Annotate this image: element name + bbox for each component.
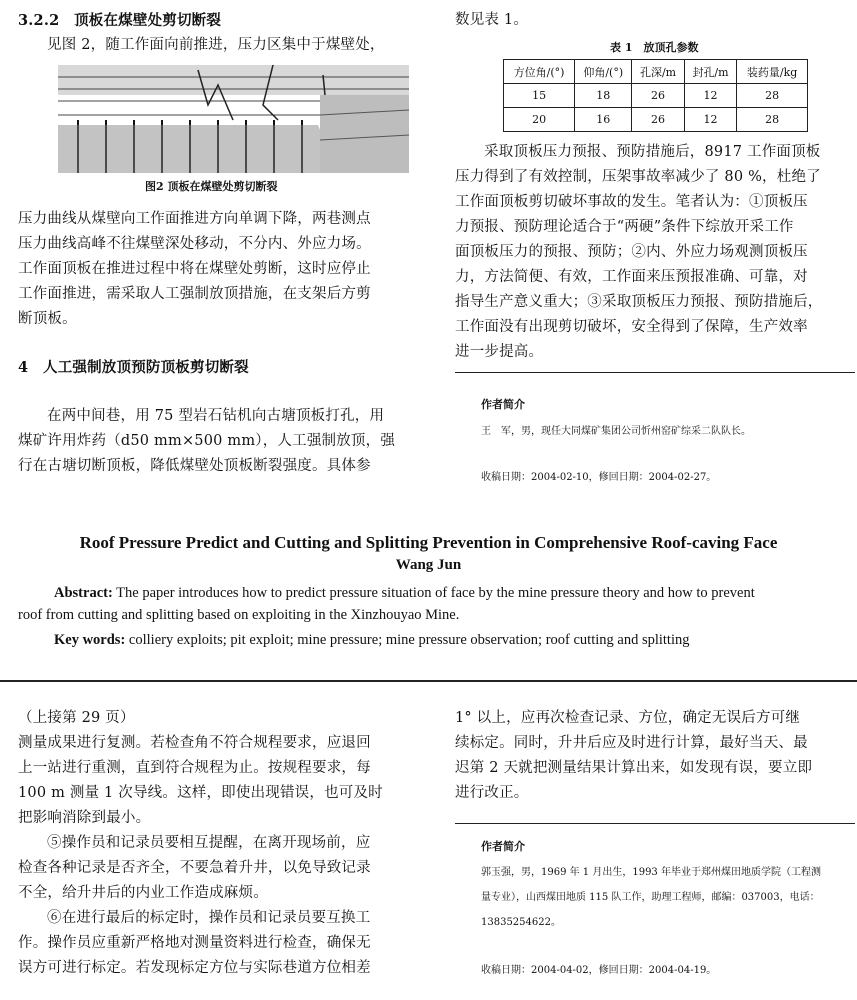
lower-author-bio-line-1: 郭玉强，男，1969 年 1 月出生，1993 年毕业于郑州煤田地质学院（工程测 <box>481 867 821 878</box>
figure-2-caption: 图2 顶板在煤壁处剪切断裂 <box>145 180 278 193</box>
lower-p5-2: 检查各种记录是否齐全，不要急着升井，以免导致记录 <box>18 860 371 876</box>
paragraph-section4-3: 行在古塘切断顶板，降低煤壁处顶板断裂强度。具体参 <box>18 458 371 474</box>
paragraph-pressure-curve-3: 工作面顶板在推进过程中将在煤壁处剪断，这时应停止 <box>18 261 371 277</box>
article-separator <box>0 680 857 682</box>
author-bio: 王 军，男，现任大同煤矿集团公司忻州窑矿综采二队队长。 <box>481 426 751 437</box>
paragraph-result-6: 力，方法简便、有效，工作面来压预报准确、可靠，对 <box>455 269 808 285</box>
lower-left-column <box>18 706 428 981</box>
table-cell: 28 <box>737 108 808 132</box>
lower-p5-1: ⑤操作员和记录员要相互提醒，在离开现场前，应 <box>47 835 371 851</box>
table-cell: 12 <box>684 108 736 132</box>
paragraph-see-table: 数见表 1。 <box>455 12 529 28</box>
received-dates: 收稿日期：2004-02-10，修回日期：2004-02-27。 <box>481 472 717 483</box>
paragraph-pressure-curve-5: 断顶板。 <box>18 311 77 327</box>
lower-right-p1-3: 迟第 2 天就把测量结果计算出来，如发现有误，要立即 <box>455 760 813 776</box>
author-heading: 作者简介 <box>481 398 525 411</box>
lower-author-bio-line-2: 量专业），山西煤田地质 115 队工作，助理工程师，邮编：037003，电话： <box>481 892 820 903</box>
table-cell: 18 <box>575 84 632 108</box>
lower-p1-2: 上一站进行重测，直到符合规程为止。按规程要求，每 <box>18 760 371 776</box>
keywords-text: colliery exploits; pit exploit; mine pressure; mine pressure observation; roof cutting and splitting <box>125 632 690 648</box>
lower-p5-3: 不全，给升井后的内业工作造成麻烦。 <box>18 885 268 901</box>
english-author: Wang Jun <box>395 557 462 573</box>
figure-2-roof-shear <box>58 65 409 173</box>
lower-author-bio <box>481 860 857 935</box>
section-heading-3-2-2: 3.2.2 顶板在煤壁处剪切断裂 <box>18 12 222 29</box>
lower-received-dates: 收稿日期：2004-04-02，修回日期：2004-04-19。 <box>481 965 717 976</box>
paragraph-result-9: 进一步提高。 <box>455 344 544 360</box>
abstract-line-1: The paper introduces how to predict pressure situation of face by the mine pressure theory and how to prevent <box>112 585 755 601</box>
lower-author-divider <box>455 823 855 824</box>
upper-left-section4 <box>18 404 428 479</box>
paragraph-result-8: 工作面没有出现剪切破坏，安全得到了保障，生产效率 <box>455 319 808 335</box>
abstract-line-2: roof from cutting and splitting based on exploiting in the Xinzhouyao Mine. <box>18 607 460 623</box>
paragraph-section4-2: 煤矿许用炸药（d50 mm×500 mm），人工强制放顶，强 <box>18 433 396 449</box>
paragraph-pressure-curve-1: 压力曲线从煤壁向工作面推进方向单调下降，两巷测点 <box>18 211 371 227</box>
table-cell: 16 <box>575 108 632 132</box>
table-header-cell: 仰角/(°) <box>575 60 632 84</box>
lower-right-p1-4: 进行改正。 <box>455 785 529 801</box>
lower-right-column <box>455 706 857 806</box>
lower-author-bio-line-3: 13835254622。 <box>481 917 561 928</box>
upper-left-column-cont <box>18 207 428 332</box>
lower-p1-1: 测量成果进行复测。若检查角不符合规程要求，应退回 <box>18 735 371 751</box>
table-cell: 20 <box>504 108 575 132</box>
continued-note: （上接第 29 页） <box>18 710 135 726</box>
paragraph-see-figure: 见图 2，随工作面向前推进，压力区集中于煤壁处， <box>47 37 385 53</box>
table-1-parameters <box>503 59 808 132</box>
table-header-cell: 封孔/m <box>684 60 736 84</box>
table-cell: 26 <box>632 108 684 132</box>
paragraph-pressure-curve-4: 工作面推进，需采取人工强制放顶措施，在支架后方剪 <box>18 286 371 302</box>
table-row <box>504 84 808 108</box>
lower-p6-2: 作。操作员应重新严格地对测量资料进行检查，确保无 <box>18 935 371 951</box>
table-header-cell: 装药量/kg <box>737 60 808 84</box>
section-heading-4: 4 人工强制放顶预防顶板剪切断裂 <box>18 359 249 376</box>
author-divider <box>455 372 855 373</box>
paragraph-result-3: 工作面顶板剪切破坏事故的发生。笔者认为：①顶板压 <box>455 194 808 210</box>
lower-p6-3: 误方可进行标定。若发现标定方位与实际巷道方位相差 <box>18 960 371 976</box>
paragraph-result-5: 面顶板压力的预报、预防；②内、外应力场观测顶板压 <box>455 244 808 260</box>
lower-author-heading: 作者简介 <box>481 840 525 853</box>
paragraph-pressure-curve-2: 压力曲线高峰不往煤壁深处移动，不分内、外应力场。 <box>18 236 371 252</box>
table-cell: 12 <box>684 84 736 108</box>
keywords-label: Key words: <box>54 632 126 648</box>
table-header-row <box>504 60 808 84</box>
table-1-title: 表 1 放顶孔参数 <box>610 41 699 54</box>
paragraph-result-2: 压力得到了有效控制，压架事故率减少了 80 %，杜绝了 <box>455 169 821 185</box>
lower-p6-1: ⑥在进行最后的标定时，操作员和记录员要互换工 <box>47 910 371 926</box>
table-row <box>504 108 808 132</box>
lower-p1-3: 100 m 测量 1 次导线。这样，即使出现错误，也可及时 <box>18 785 383 801</box>
paragraph-result-1: 采取顶板压力预报、预防措施后，8917 工作面顶板 <box>484 144 821 160</box>
table-cell: 28 <box>737 84 808 108</box>
lower-p1-4: 把影响消除到最小。 <box>18 810 151 826</box>
english-abstract <box>18 582 857 651</box>
paragraph-result-7: 指导生产意义重大；③采取顶板压力预报、预防措施后， <box>455 294 823 310</box>
upper-right-result <box>455 140 857 365</box>
table-cell: 26 <box>632 84 684 108</box>
paragraph-result-4: 力预报、预防理论适合于“两硬”条件下综放开采工作 <box>455 219 794 235</box>
table-header-cell: 孔深/m <box>632 60 684 84</box>
lower-right-p1-1: 1° 以上，应再次检查记录、方位，确定无误后方可继 <box>455 710 801 726</box>
english-title: Roof Pressure Predict and Cutting and Splitting Prevention in Comprehensive Roof-caving Face <box>79 533 778 552</box>
table-cell: 15 <box>504 84 575 108</box>
lower-right-p1-2: 续标定。同时，升井后应及时进行计算，最好当天、最 <box>455 735 808 751</box>
upper-right-start <box>455 8 528 33</box>
upper-left-column <box>18 8 418 58</box>
abstract-label: Abstract: <box>54 585 113 601</box>
paragraph-section4-1: 在两中间巷，用 75 型岩石钻机向古塘顶板打孔，用 <box>47 408 385 424</box>
table-header-cell: 方位角/(°) <box>504 60 575 84</box>
